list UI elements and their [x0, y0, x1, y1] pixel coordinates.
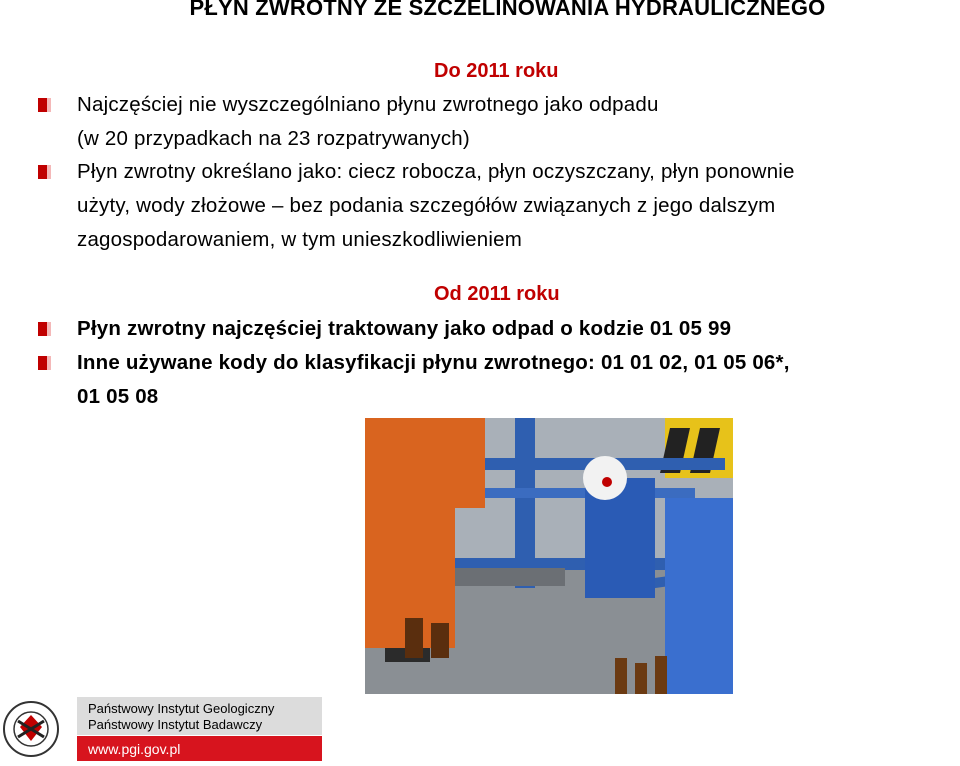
bullet-text-3: Płyn zwrotny najczęściej traktowany jako odpad o kodzie 01 05 99 — [77, 317, 732, 340]
section-heading-until-2011: Do 2011 roku — [434, 60, 559, 82]
bullet-text-2: Płyn zwrotny określano jako: ciecz robocza, płyn oczyszczany, płyn ponownie użyty, wody złożowe – bez podania szczegółów związanych z jego dalszym zagospodarowaniem, w tym unieszkodliwieniem — [77, 160, 795, 251]
section-heading-since-2011: Od 2011 roku — [434, 283, 560, 305]
bullet-text-4: Inne używane kody do klasyfikacji płynu zwrotnego: 01 01 02, 01 05 06*, 01 05 08 — [77, 351, 790, 408]
bullet-icon — [38, 165, 52, 179]
photo-illustration — [365, 418, 733, 694]
bullet-text-1: Najczęściej nie wyszczególniano płynu zwrotnego jako odpadu (w 20 przypadkach na 23 rozpatrywanych) — [77, 93, 659, 150]
pgi-seal-icon — [0, 697, 62, 761]
bullet-icon — [38, 98, 52, 112]
pgi-logo — [0, 697, 62, 761]
site-workers-photo — [365, 418, 733, 694]
bullet-icon — [38, 356, 52, 370]
institute-name-line2: Państwowy Instytut Badawczy — [88, 717, 263, 732]
bullet-icon — [38, 322, 52, 336]
institute-name-line1: Państwowy Instytut Geologiczny — [88, 701, 275, 716]
website-link[interactable]: www.pgi.gov.pl — [88, 741, 181, 757]
slide-title: PŁYN ZWROTNY ZE SZCZELINOWANIA HYDRAULICZNEGO — [189, 0, 826, 20]
